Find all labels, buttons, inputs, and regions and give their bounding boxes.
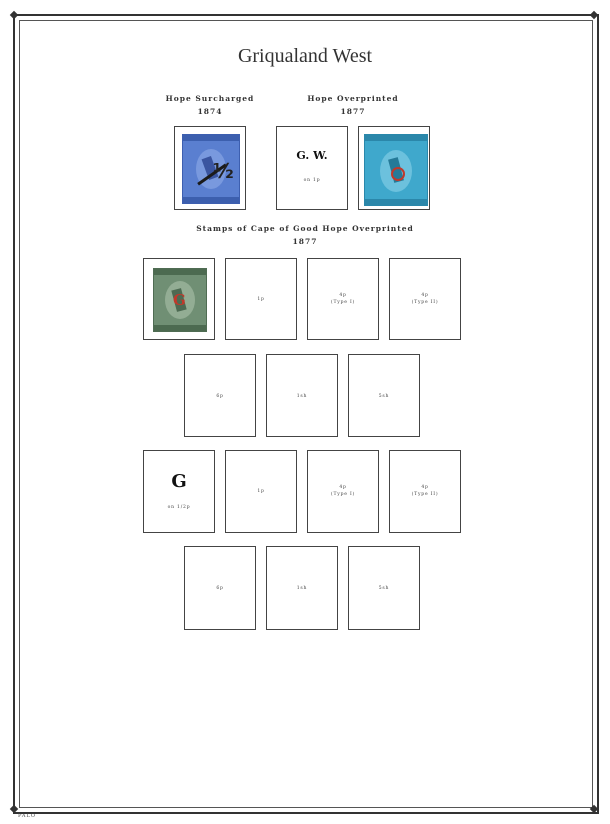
section-heading-cape-overprinted — [150, 222, 460, 248]
value-label: 5sh — [378, 394, 390, 399]
value-label: on 1/2p — [167, 505, 191, 510]
blue-hope-stamp: ½ — [182, 134, 240, 204]
value-label: 4p — [421, 293, 429, 298]
heading-year: 1877 — [292, 237, 318, 246]
type-label: (Type II) — [411, 300, 439, 305]
stamp-slot[interactable] — [225, 258, 297, 340]
green-cape-stamp: G — [153, 268, 207, 332]
type-label: (Type I) — [330, 300, 356, 305]
type-label: (Type I) — [330, 492, 356, 497]
section-heading-hope-surcharged — [150, 92, 270, 118]
value-label: 1p — [257, 297, 265, 302]
stamp-slot[interactable] — [307, 258, 379, 340]
stamp-slot[interactable] — [307, 450, 379, 533]
value-label: 1sh — [296, 394, 308, 399]
stamp-slot[interactable] — [266, 546, 338, 630]
overprint-text: G. W. — [296, 149, 328, 162]
value-label: 6p — [216, 394, 224, 399]
stamp-slot[interactable] — [184, 354, 256, 437]
heading-line: Hope Overprinted — [307, 94, 399, 103]
stamp-slot[interactable] — [225, 450, 297, 533]
stamp-slot[interactable] — [348, 354, 420, 437]
footer-brand: PALO — [18, 813, 36, 819]
heading-year: 1877 — [340, 107, 366, 116]
value-label: 1sh — [296, 586, 308, 591]
value-label: 4p — [339, 485, 347, 490]
type-label: (Type II) — [411, 492, 439, 497]
overprint-text: G — [171, 471, 187, 492]
heading-line: Stamps of Cape of Good Hope Overprinted — [196, 224, 414, 233]
stamp-slot[interactable] — [143, 450, 215, 533]
value-label: 6p — [216, 586, 224, 591]
heading-line: Hope Surcharged — [165, 94, 255, 103]
stamp-slot[interactable] — [348, 546, 420, 630]
stamp-slot[interactable] — [389, 450, 461, 533]
stamp-slot[interactable] — [184, 546, 256, 630]
stamp-slot[interactable] — [174, 126, 246, 210]
stamp-slot[interactable] — [143, 258, 215, 340]
turquoise-hope-stamp — [364, 134, 428, 206]
value-label: 5sh — [378, 586, 390, 591]
heading-year: 1874 — [197, 107, 223, 116]
section-heading-hope-overprinted — [290, 92, 416, 118]
stamp-slot[interactable] — [266, 354, 338, 437]
stamp-slot[interactable] — [389, 258, 461, 340]
value-label: on 1p — [303, 178, 321, 183]
value-label: 4p — [339, 293, 347, 298]
value-label: 4p — [421, 485, 429, 490]
stamp-slot[interactable] — [276, 126, 348, 210]
stamp-slot[interactable] — [358, 126, 430, 210]
page-title: Griqualand West — [237, 45, 373, 67]
value-label: 1p — [257, 489, 265, 494]
